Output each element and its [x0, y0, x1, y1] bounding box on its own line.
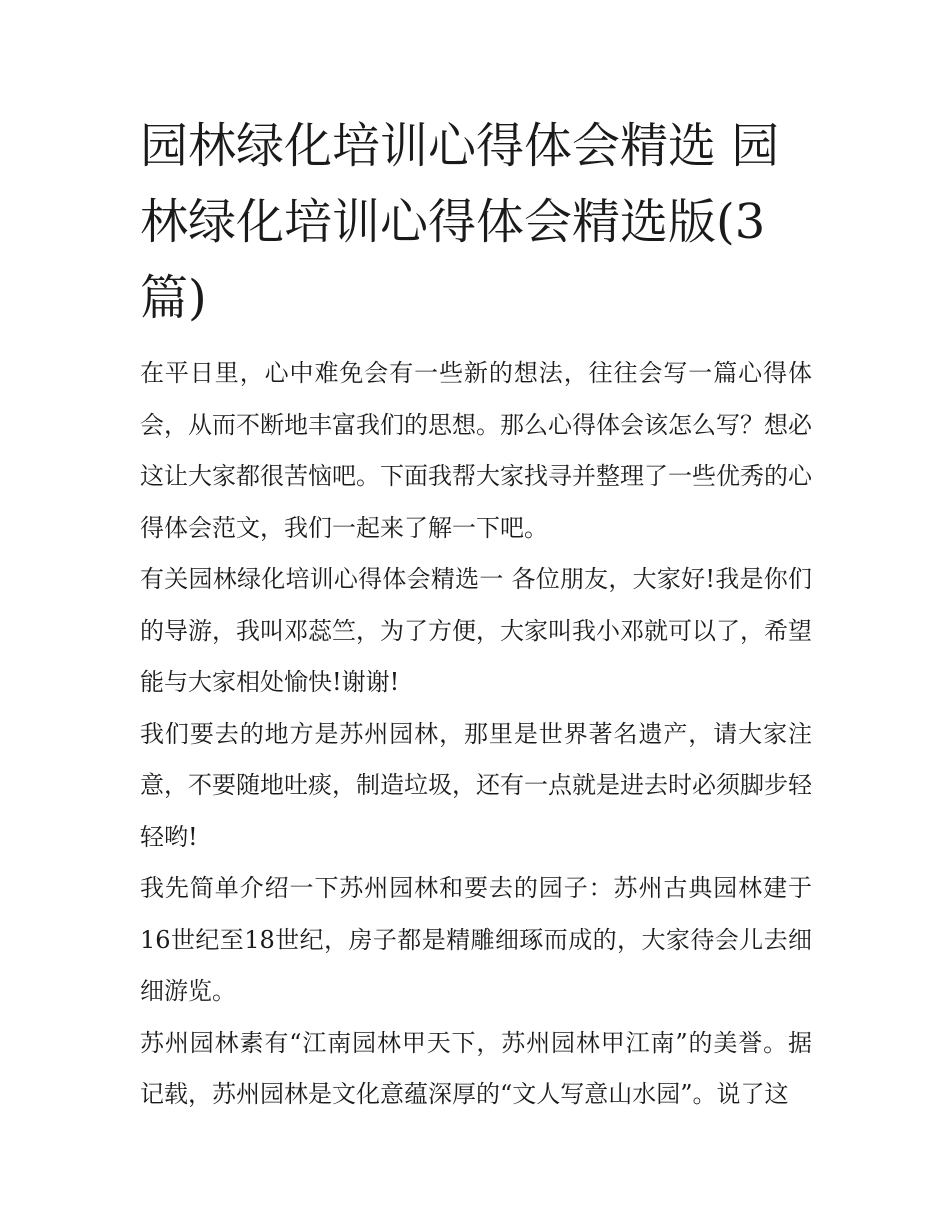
paragraph-intro: 在平日里，心中难免会有一些新的想法，往往会写一篇心得体会，从而不断地丰富我们的思想。那么心得体会该怎么写？想必这让大家都很苦恼吧。下面我帮大家找寻并整理了一些优秀的心得体会范文，我们一起来了解一下吧。 — [140, 359, 812, 542]
paragraph-reputation: 苏州园林素有“江南园林甲天下，苏州园林甲江南”的美誉。据记载，苏州园林是文化意蕴深厚的“文人写意山水园”。说了这 — [140, 1028, 812, 1108]
paragraph-introduction: 我先简单介绍一下苏州园林和要去的园子：苏州古典园林建于16世纪至18世纪，房子都是精雕细琢而成的，大家待会儿去细细游览。 — [140, 874, 812, 1005]
document-title: 园林绿化培训心得体会精选 园林绿化培训心得体会精选版(3篇) — [140, 118, 780, 326]
paragraph-greeting: 有关园林绿化培训心得体会精选一 各位朋友，大家好!我是你们的导游，我叫邓蕊竺，为了方便，大家叫我小邓就可以了，希望能与大家相处愉快!谢谢! — [140, 565, 812, 696]
document-page — [140, 108, 812, 1121]
paragraph-destination: 我们要去的地方是苏州园林，那里是世界著名遗产，请大家注意，不要随地吐痰，制造垃圾，还有一点就是进去时必须脚步轻轻哟! — [140, 719, 812, 851]
